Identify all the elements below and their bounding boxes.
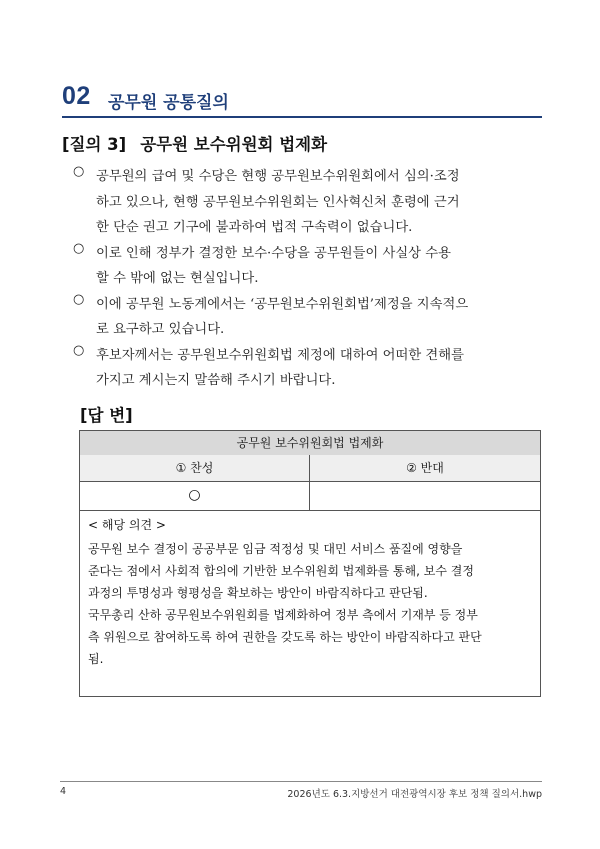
question-line: 이에 공무원 노동계에서는 ‘공무원보수위원회법’제정을 지속적으 (96, 296, 469, 312)
question-item (62, 343, 552, 394)
agree-mark-cell: ○ (80, 481, 310, 510)
circle-bullet-icon: ○ (73, 342, 85, 358)
answer-title: [답 변] (80, 406, 133, 425)
question-line: 가지고 계시는지 말씀해 주시기 바랍니다. (96, 373, 336, 388)
question-subject: 공무원 보수위원회 법제화 (140, 135, 328, 154)
question-title (62, 131, 542, 155)
section-header (62, 82, 542, 118)
footer-file-name: 2026년도 6.3.지방선거 대전광역시장 후보 정책 질의서.hwp (287, 789, 542, 800)
question-line: 로 요구하고 있습니다. (96, 322, 225, 337)
question-item (62, 241, 552, 292)
circle-bullet-icon: ○ (73, 240, 85, 256)
option-disagree-label: ② 반대 (406, 461, 444, 475)
section-title: 공무원 공통질의 (108, 93, 229, 113)
question-line: 후보자께서는 공무원보수위원회법 제정에 대하여 어떠한 견해를 (96, 347, 464, 363)
question-body (62, 164, 552, 394)
question-line: 한 단순 권고 기구에 불과하여 법적 구속력이 없습니다. (96, 220, 413, 235)
option-agree-label: ① 찬성 (80, 455, 310, 481)
circle-bullet-icon: ○ (73, 164, 85, 179)
question-line: 하고 있으나, 현행 공무원보수위원회는 인사혁신처 훈령에 근거 (96, 194, 460, 210)
question-line: 공무원의 급여 및 수당은 현행 공무원보수위원회에서 심의·조정 (96, 169, 460, 184)
footer-divider (60, 781, 542, 782)
answer-table (79, 430, 541, 697)
question-item (62, 164, 552, 241)
answer-table-header: 공무원 보수위원회법 법제화 (80, 431, 540, 456)
disagree-mark-cell (310, 481, 540, 510)
opinion-line: 국무총리 산하 공무원보수위원회를 법제화하여 정부 측에서 기재부 등 정부 (88, 608, 478, 622)
opinion-line: 됨. (88, 652, 104, 666)
answer-options-row (80, 455, 540, 482)
opinion-line: 공무원 보수 결정이 공공부문 임금 적정성 및 대민 서비스 품질에 영향을 (88, 542, 463, 556)
opinion-line: 과정의 투명성과 형평성을 확보하는 방안이 바람직하다고 판단됨. (88, 586, 428, 600)
circle-bullet-icon: ○ (73, 291, 85, 307)
opinion-heading: < 해당 의견 > (88, 518, 166, 532)
section-number: 02 (62, 82, 91, 110)
answer-marks-row (80, 481, 540, 511)
opinion-section (88, 514, 536, 670)
opinion-line: 준다는 점에서 사회적 합의에 기반한 보수위원회 법제화를 통해, 보수 결정 (88, 564, 474, 578)
question-line: 할 수 밖에 없는 현실입니다. (96, 271, 259, 286)
opinion-line: 측 위원으로 참여하도록 하여 권한을 갖도록 하는 방안이 바람직하다고 판단 (88, 630, 482, 644)
question-line: 이로 인해 정부가 결정한 보수·수당을 공무원들이 사실상 수용 (96, 245, 451, 261)
question-item (62, 292, 552, 343)
question-label: [질의 3] (62, 135, 127, 154)
page-number: 4 (60, 786, 67, 797)
